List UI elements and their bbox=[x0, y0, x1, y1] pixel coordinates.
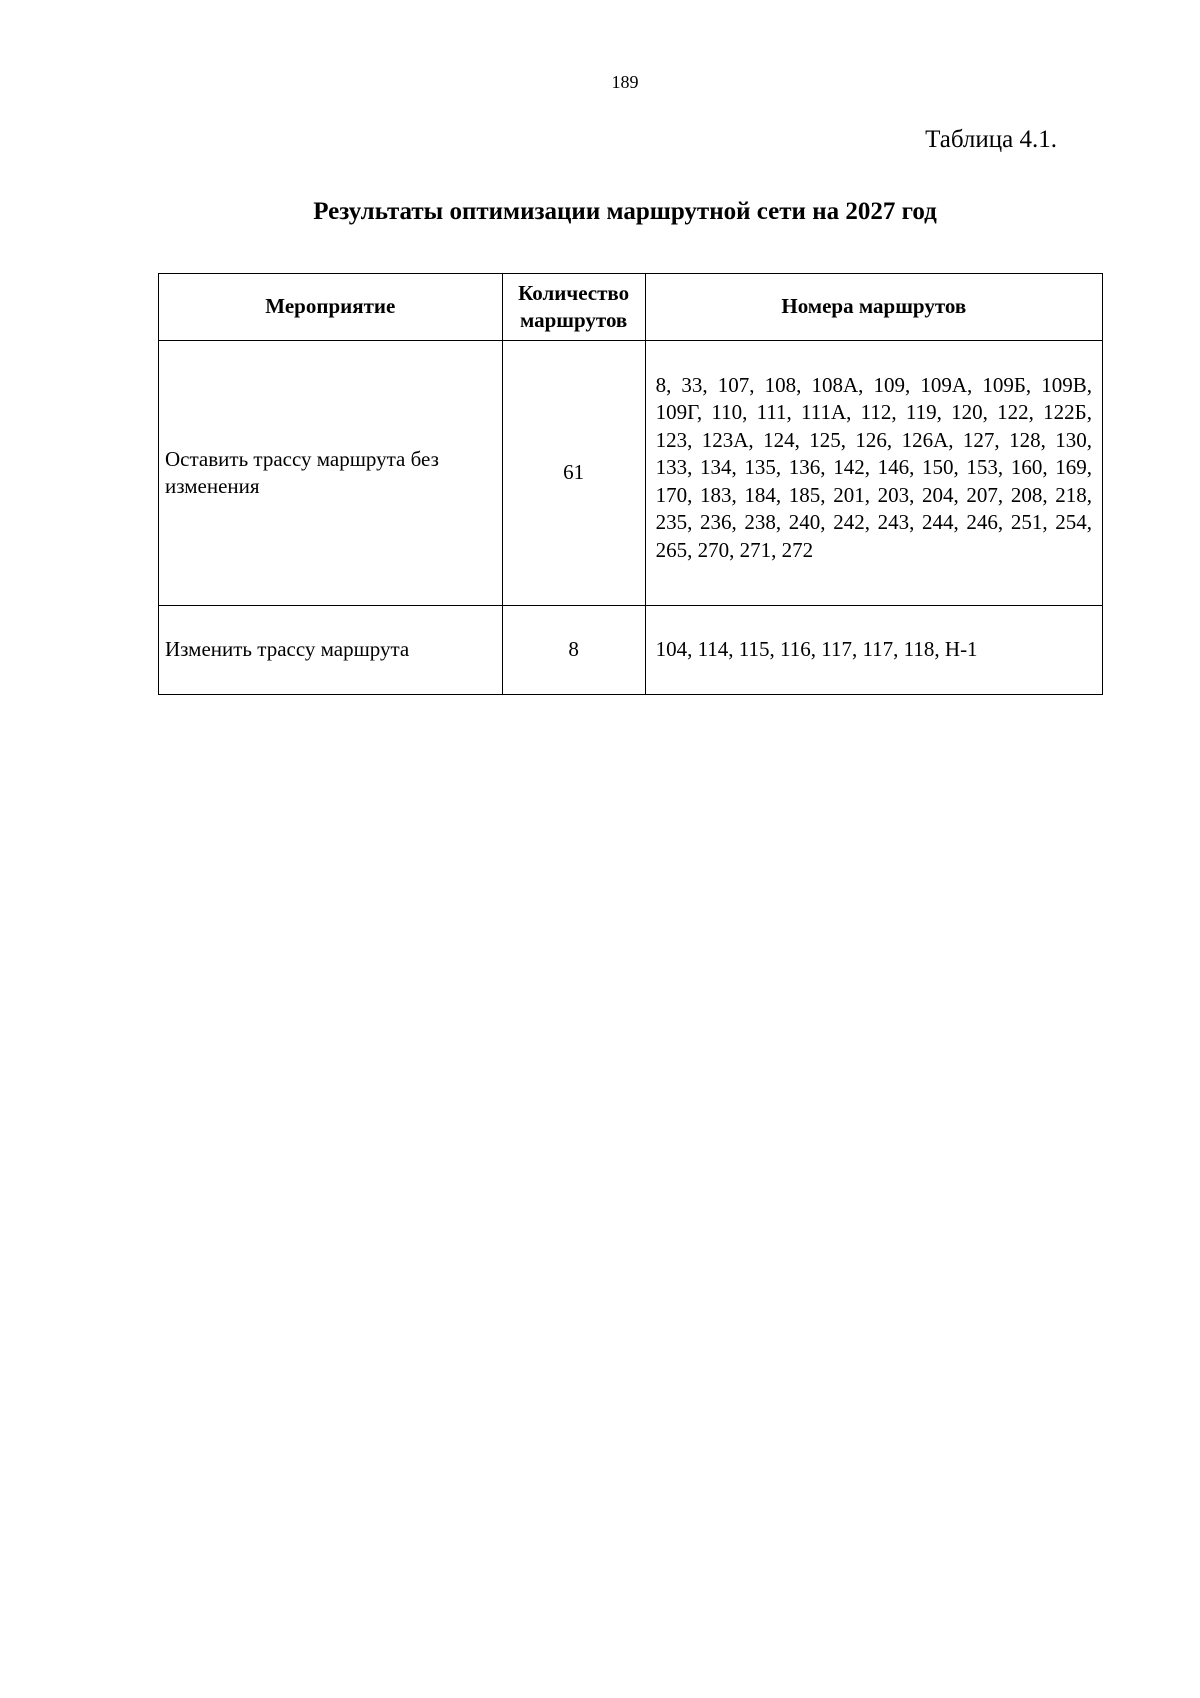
header-route-numbers: Номера маршрутов bbox=[645, 274, 1102, 341]
table-row bbox=[159, 341, 1103, 606]
route-count-cell: 61 bbox=[502, 341, 645, 606]
results-table bbox=[158, 273, 1103, 695]
measure-cell: Изменить трассу маршрута bbox=[159, 606, 503, 695]
page-number: 189 bbox=[611, 72, 639, 92]
table-row bbox=[159, 606, 1103, 695]
page-title: Результаты оптимизации маршрутной сети на 2027 год bbox=[313, 198, 937, 225]
route-numbers-cell: 104, 114, 115, 116, 117, 117, 118, Н-1 bbox=[645, 606, 1102, 695]
table-label: Таблица 4.1. bbox=[925, 126, 1057, 153]
route-numbers-cell: 8, 33, 107, 108, 108А, 109, 109А, 109Б, 109В, 109Г, 110, 111, 111А, 112, 119, 120, 122, 122Б, 123, 123А, 124, 125, 126, 126А, 127, 128, 130, 133, 134, 135, 136, 142, 146, 150, 153, 160, 169, 170, 183, 184, 185, 201, 203, 204, 207, 208, 218, 235, 236, 238, 240, 242, 243, 244, 246, 251, 254, 265, 270, 271, 272 bbox=[645, 341, 1102, 606]
table-header-row bbox=[159, 274, 1103, 341]
header-measure: Мероприятие bbox=[159, 274, 503, 341]
route-count-cell: 8 bbox=[502, 606, 645, 695]
measure-cell: Оставить трассу маршрута без изменения bbox=[159, 341, 503, 606]
header-route-count: Количество маршрутов bbox=[502, 274, 645, 341]
